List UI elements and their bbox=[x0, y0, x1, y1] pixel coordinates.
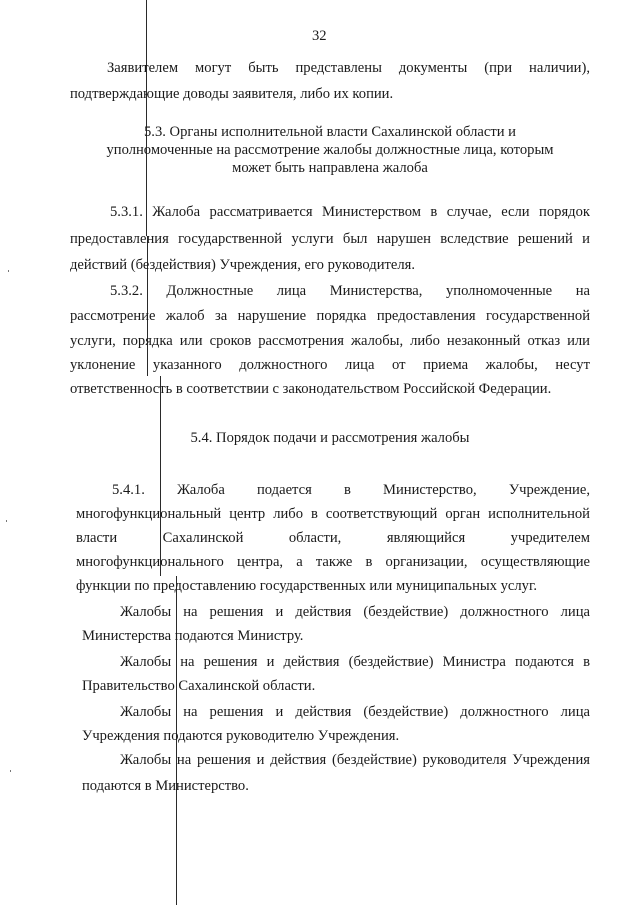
paragraph-5-3-2-line-4: уклонение указанного должностного лица от приема жалобы, несут bbox=[70, 357, 590, 373]
section-5-4-heading: 5.4. Порядок подачи и рассмотрения жалобы bbox=[190, 430, 470, 446]
intro-line-2: подтверждающие доводы заявителя, либо их копии. bbox=[70, 86, 394, 102]
paragraph-5-4-1-line-2: многофункциональный центр либо в соответствующий орган исполнительной bbox=[76, 506, 590, 522]
paragraph-5-3-2-line-2: рассмотрение жалоб за нарушение порядка предоставления государственной bbox=[70, 308, 590, 324]
paragraph-5-4-1-line-3: власти Сахалинской области, являющийся учредителем bbox=[76, 530, 590, 546]
paragraph-5-3-2-line-1: 5.3.2. Должностные лица Министерства, уполномоченные на bbox=[110, 283, 590, 299]
paragraph-5-4-1-line-4: многофункционального центра, а также в организации, осуществляющие bbox=[76, 554, 590, 570]
paragraph-5-3-1-line-2: предоставления государственной услуги был нарушен вследствие решений и bbox=[70, 231, 590, 247]
section-5-3-heading-line-2: уполномоченные на рассмотрение жалобы должностные лица, которым bbox=[106, 142, 554, 158]
paragraph-5-3-1-line-3: действий (бездействия) Учреждения, его руководителя. bbox=[70, 257, 416, 273]
intro-line-1: Заявителем могут быть представлены документы (при наличии), bbox=[107, 60, 590, 76]
paragraph-complaint-a-line-2: Министерства подаются Министру. bbox=[82, 628, 304, 644]
scan-speck bbox=[6, 520, 7, 522]
page-number: 32 bbox=[312, 28, 327, 44]
paragraph-complaint-b-line-2: Правительство Сахалинской области. bbox=[82, 678, 316, 694]
paragraph-5-3-2-line-3: услуги, порядка или сроков рассмотрения жалобы, либо незаконный отказ или bbox=[70, 333, 590, 349]
paragraph-complaint-d-line-2: подаются в Министерство. bbox=[82, 778, 249, 794]
paragraph-5-3-1-line-1: 5.3.1. Жалоба рассматривается Министерством в случае, если порядок bbox=[110, 204, 590, 220]
paragraph-complaint-c-line-1: Жалобы на решения и действия (бездействие) должностного лица bbox=[120, 704, 590, 720]
paragraph-5-3-2-line-5: ответственность в соответствии с законодательством Российской Федерации. bbox=[70, 381, 552, 397]
scan-speck bbox=[10, 770, 11, 772]
section-5-3-heading-line-3: может быть направлена жалоба bbox=[232, 160, 428, 176]
paragraph-5-4-1-line-1: 5.4.1. Жалоба подается в Министерство, Учреждение, bbox=[112, 482, 590, 498]
section-5-3-heading-line-1: 5.3. Органы исполнительной власти Сахалинской области и bbox=[144, 124, 516, 140]
paragraph-complaint-a-line-1: Жалобы на решения и действия (бездействие) должностного лица bbox=[120, 604, 590, 620]
scan-speck bbox=[8, 270, 9, 272]
scan-artifact-line bbox=[146, 0, 147, 236]
paragraph-5-4-1-line-5: функции по предоставлению государственных или муниципальных услуг. bbox=[76, 578, 537, 594]
paragraph-complaint-d-line-1: Жалобы на решения и действия (бездействие) руководителя Учреждения bbox=[120, 752, 590, 768]
paragraph-complaint-c-line-2: Учреждения подаются руководителю Учреждения. bbox=[82, 728, 400, 744]
paragraph-complaint-b-line-1: Жалобы на решения и действия (бездействие) Министра подаются в bbox=[120, 654, 590, 670]
